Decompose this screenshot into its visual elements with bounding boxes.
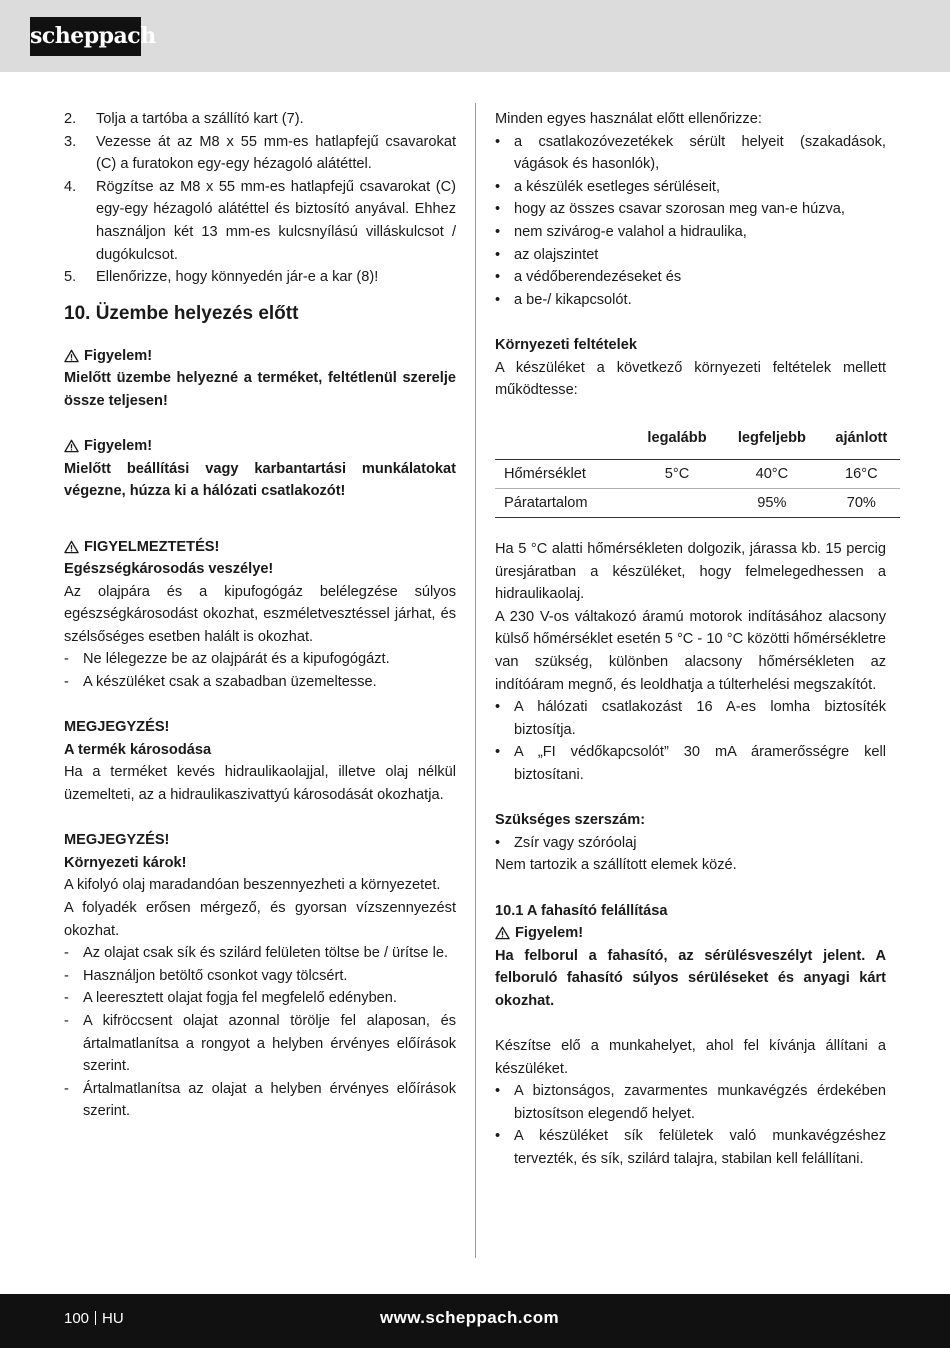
note-title: MEGJEGYZÉS! bbox=[64, 832, 170, 849]
table-cell bbox=[633, 489, 721, 518]
list-item-text: A hálózati csatlakozást 16 A-es lomha biztosíték biztosítja. bbox=[514, 699, 886, 738]
warning-text: Mielőtt beállítási vagy karbantartási munkálatokat végezne, húzza ki a hálózati csatlakozót! bbox=[64, 460, 456, 500]
brand-logo: scheppach bbox=[30, 17, 141, 56]
warning-subtitle: Egészségkárosodás veszélye! bbox=[64, 561, 274, 578]
list-item-text: a be-/ kikapcsolót. bbox=[514, 291, 632, 308]
warning-text: Az olajpára és a kipufogógáz belélegzése súlyos egészségkárosodást okozhat, eszméletvesztéssel járhat, és szélsőséges esetben halált is okozhat. bbox=[64, 583, 456, 645]
step-item bbox=[64, 108, 456, 131]
list-item-text: a készülék esetleges sérüléseit, bbox=[514, 178, 721, 195]
list-item: • a csatlakozóvezetékek sérült helyeit (szakadások, vágások és hasonlók), bbox=[495, 131, 886, 176]
table-cell: Hőmérséklet bbox=[495, 460, 633, 489]
table-cell: Páratartalom bbox=[495, 489, 633, 518]
list-item-text: A leeresztett olajat fogja fel megfelelő edényben. bbox=[83, 990, 397, 1007]
body-text: Készítse elő a munkahelyet, ahol fel kívánja állítani a készüléket. bbox=[495, 1038, 886, 1077]
warning-heading bbox=[64, 435, 456, 458]
note-subtitle: Környezeti károk! bbox=[64, 854, 187, 871]
step-number: 2. bbox=[64, 111, 77, 127]
table-cell: 95% bbox=[721, 489, 823, 518]
step-item bbox=[64, 266, 456, 289]
column-divider bbox=[475, 103, 476, 1258]
warning-title: FIGYELMEZTETÉS! bbox=[84, 538, 220, 555]
list-item: • A hálózati csatlakozást 16 A-es lomha biztosíték biztosítja. bbox=[495, 696, 886, 741]
left-column bbox=[64, 108, 456, 1123]
step-item bbox=[64, 131, 456, 176]
step-text: Tolja a tartóba a szállító kart (7). bbox=[96, 111, 304, 127]
list-item-text: Ne lélegezze be az olajpárát és a kipufogógázt. bbox=[83, 651, 390, 668]
page-footer bbox=[0, 1294, 950, 1348]
warning-triangle-icon bbox=[64, 349, 79, 363]
check-intro: Minden egyes használat előtt ellenőrizze: bbox=[495, 111, 762, 127]
list-item: - Ártalmatlanítsa az olajat a helyben érvényes előírások szerint. bbox=[64, 1078, 456, 1123]
warning-heading bbox=[64, 536, 456, 559]
list-item: - A készüléket csak a szabadban üzemeltesse. bbox=[64, 671, 456, 694]
list-item-text: A biztonságos, zavarmentes munkavégzés érdekében biztosítson elegendő helyet. bbox=[514, 1083, 886, 1122]
step-item bbox=[64, 176, 456, 266]
list-item-text: Használjon betöltő csonkot vagy tölcsért. bbox=[83, 967, 348, 984]
tools-title: Szükséges szerszám: bbox=[495, 812, 646, 829]
env-text: A készüléket a következő környezeti feltételek mellett működtesse: bbox=[495, 359, 886, 399]
table-row bbox=[495, 489, 900, 518]
list-item: - Ne lélegezze be az olajpárát és a kipufogógázt. bbox=[64, 648, 456, 671]
list-item-text: hogy az összes csavar szorosan meg van-e húzva, bbox=[514, 201, 845, 218]
warning-triangle-icon bbox=[495, 926, 510, 940]
list-item: • hogy az összes csavar szorosan meg van-e húzva, bbox=[495, 198, 886, 221]
website-url: www.scheppach.com bbox=[380, 1308, 560, 1327]
table-header: ajánlott bbox=[823, 418, 900, 460]
step-number: 4. bbox=[64, 178, 77, 195]
warning-title: Figyelem! bbox=[84, 347, 153, 364]
list-item-text: az olajszintet bbox=[514, 246, 599, 263]
list-item-text: A készüléket sík felületek való munkavégzéshez tervezték, és sík, szilárd talajra, stabilan kell felállítani. bbox=[514, 1128, 886, 1168]
list-item-text: A készüléket csak a szabadban üzemeltesse. bbox=[83, 674, 377, 691]
warning-triangle-icon bbox=[64, 439, 79, 453]
table-cell: 70% bbox=[823, 489, 900, 518]
list-item: • A biztonságos, zavarmentes munkavégzés érdekében biztosítson elegendő helyet. bbox=[495, 1080, 886, 1125]
list-item: • a készülék esetleges sérüléseit, bbox=[495, 176, 886, 199]
subsection-title: 10.1 A fahasító felállítása bbox=[495, 902, 668, 919]
step-number: 5. bbox=[64, 269, 77, 286]
body-text: A 230 V-os váltakozó áramú motorok indításához alacsony külső hőmérséklet esetén 5 °C - 10 °C közötti hőmérsékletre van szükség, különben alacsony hőmérsékleten az indítóáram megnő, és leoldhatja a túlterhelési megszakítót. bbox=[495, 608, 886, 693]
step-text: Ellenőrizze, hogy könnyedén jár-e a kar (8)! bbox=[96, 269, 379, 286]
table-row bbox=[495, 460, 900, 489]
table-header: legalább bbox=[633, 418, 721, 460]
table-cell: 40°C bbox=[721, 460, 823, 489]
table-cell: 16°C bbox=[823, 460, 900, 489]
list-item-text: a védőberendezéseket és bbox=[514, 269, 682, 286]
list-item: - Az olajat csak sík és szilárd felületen töltse be / ürítse le. bbox=[64, 942, 456, 965]
note-subtitle: A termék károsodása bbox=[64, 741, 212, 758]
list-item-text: Zsír vagy szóróolaj bbox=[514, 834, 637, 851]
step-number: 3. bbox=[64, 133, 77, 150]
list-item-text: A kifröccsent olajat azonnal törölje fel alaposan, és ártalmatlanítsa a rongyot a helyben érvényes előírások szerint. bbox=[83, 1012, 456, 1075]
list-item: • Zsír vagy szóróolaj bbox=[495, 832, 886, 855]
list-item-text: a csatlakozóvezetékek sérült helyeit (szakadások, vágások és hasonlók), bbox=[514, 133, 886, 173]
warning-title: Figyelem! bbox=[84, 438, 153, 455]
list-item: • A „FI védőkapcsolót” 30 mA áramerősségre kell biztosítani. bbox=[495, 741, 886, 786]
section-title: 10. Üzembe helyezés előtt bbox=[64, 302, 299, 324]
list-item: • az olajszintet bbox=[495, 244, 886, 267]
step-text: Rögzítse az M8 x 55 mm-es hatlapfejű csavarokat (C) egy-egy hézagoló alátéttel és biztosító anyával. Ehhez használjon két 13 mm-es kulcsnyílású villáskulcsot / dugókulcsot. bbox=[96, 178, 456, 263]
table-header: legfeljebb bbox=[721, 418, 823, 460]
language-code: HU bbox=[102, 1310, 124, 1327]
warning-heading bbox=[495, 922, 886, 945]
note-text: A kifolyó olaj maradandóan beszennyezheti a környezetet. bbox=[64, 877, 441, 894]
env-title: Környezeti feltételek bbox=[495, 336, 637, 353]
warning-text: Ha felborul a fahasító, az sérülésveszélyt jelent. A felboruló fahasító súlyos sérüléseket és anyagi kárt okozhat. bbox=[495, 947, 886, 1009]
table-header bbox=[495, 418, 633, 460]
note-text: Ha a terméket kevés hidraulikaolajjal, illetve olaj nélkül üzemelteti, az a hidraulikaszivattyú károsodását okozhatja. bbox=[64, 764, 456, 804]
tools-note: Nem tartozik a szállított elemek közé. bbox=[495, 857, 737, 874]
note-text: A folyadék erősen mérgező, és gyorsan vízszennyezést okozhat. bbox=[64, 900, 456, 939]
list-item: - A leeresztett olajat fogja fel megfelelő edényben. bbox=[64, 987, 456, 1010]
page-number: 100 bbox=[64, 1310, 90, 1327]
list-item-text: nem szivárog-e valahol a hidraulika, bbox=[514, 223, 747, 240]
table-cell: 5°C bbox=[633, 460, 721, 489]
warning-heading bbox=[64, 345, 456, 368]
list-item-text: A „FI védőkapcsolót” 30 mA áramerősségre kell biztosítani. bbox=[514, 744, 886, 783]
warning-title: Figyelem! bbox=[515, 925, 584, 942]
page-info bbox=[64, 1310, 124, 1327]
right-column bbox=[495, 538, 886, 1171]
page-header bbox=[0, 0, 950, 72]
right-column-top bbox=[495, 108, 886, 518]
list-item: • nem szivárog-e valahol a hidraulika, bbox=[495, 221, 886, 244]
body-text: Ha 5 °C alatti hőmérsékleten dolgozik, járassa kb. 15 percig üresjáratban a készüléket, hogy felmelegedhessen a hidraulikaolaj. bbox=[495, 541, 886, 603]
warning-text: Mielőtt üzembe helyezné a terméket, feltétlenül szerelje össze teljesen! bbox=[64, 370, 456, 409]
list-item: • a védőberendezéseket és bbox=[495, 266, 886, 289]
separator bbox=[95, 1311, 96, 1325]
list-item: - A kifröccsent olajat azonnal törölje fel alaposan, és ártalmatlanítsa a rongyot a helyben érvényes előírások szerint. bbox=[64, 1010, 456, 1078]
list-item: • A készüléket sík felületek való munkavégzéshez tervezték, és sík, szilárd talajra, stabilan kell felállítani. bbox=[495, 1125, 886, 1170]
environment-table bbox=[495, 418, 900, 519]
note-title: MEGJEGYZÉS! bbox=[64, 719, 170, 736]
step-text: Vezesse át az M8 x 55 mm-es hatlapfejű csavarokat (C) a furatokon egy-egy hézagoló alátéttel. bbox=[96, 133, 456, 173]
list-item: - Használjon betöltő csonkot vagy tölcsért. bbox=[64, 965, 456, 988]
warning-triangle-icon bbox=[64, 540, 79, 554]
list-item: • a be-/ kikapcsolót. bbox=[495, 289, 886, 312]
list-item-text: Ártalmatlanítsa az olajat a helyben érvényes előírások szerint. bbox=[83, 1080, 456, 1120]
list-item-text: Az olajat csak sík és szilárd felületen töltse be / ürítse le. bbox=[83, 945, 449, 962]
